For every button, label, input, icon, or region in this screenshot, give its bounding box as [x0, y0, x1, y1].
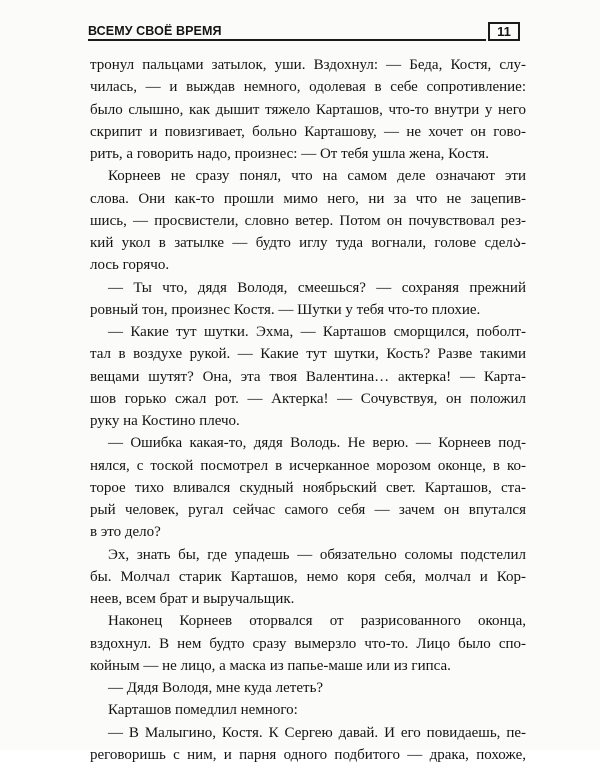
- text-line: вещами шутят? Она, эта твоя Валентина… актерка! — Карта-: [90, 368, 526, 385]
- text-line: тронул пальцами затылок, уши. Вздохнул: — Беда, Костя, слу-: [90, 57, 526, 73]
- text-line: слова. Они как-то прошли мимо него, ни за что не зацепив-: [90, 190, 526, 207]
- text-line: рый человек, ругал сейчас самого себя — зачем он впутался: [90, 502, 526, 518]
- text-line: было слышно, как дышит тяжело Карташов, что-то внутри у него: [90, 101, 526, 118]
- text-line: — В Малыгино, Костя. К Сергею давай. И его повидаешь, пе-: [108, 724, 526, 741]
- text-line: Карташов помедлил немного:: [108, 702, 298, 719]
- text-line: — Ошибка какая-то, дядя Володь. Не верю. — Корнеев под-: [108, 435, 526, 452]
- page-number: 11: [488, 22, 520, 41]
- text-line: койным — не лицо, а маска из папье-маше или из гипса.: [90, 657, 451, 674]
- running-header: [88, 22, 520, 44]
- running-title: ВСЕМУ СВОЁ ВРЕМЯ: [88, 24, 222, 38]
- text-line: нялся, с тоской посмотрел в исчерканное морозом оконце, в ко-: [90, 457, 526, 474]
- text-line: торое тихо вливался скудный ноябрьский свет. Карташов, ста-: [90, 479, 526, 496]
- text-line: Корнеев не сразу понял, что на самом деле означают эти: [108, 168, 526, 185]
- header-rule: [88, 39, 486, 41]
- text-line: реговоришь с ним, и парня одного подбитого — драка, похоже,: [90, 746, 526, 763]
- text-line: шись, — просвистели, словно ветер. Потом он почувствовал рез-: [90, 212, 526, 229]
- text-line: руку на Костино плечо.: [90, 413, 240, 429]
- text-line: тал в воздухе рукой. — Какие тут шутки, Кость? Разве такими: [90, 346, 526, 363]
- text-line: — Дядя Володя, мне куда лететь?: [108, 680, 324, 696]
- text-line: в это дело?: [90, 524, 161, 541]
- text-line: бы. Молчал старик Карташов, немо коря себя, молчал и Кор-: [90, 568, 526, 585]
- text-line: рить, а говорить надо, произнес: — От тебя ушла жена, Костя.: [90, 146, 489, 162]
- text-line: шов горько сжал рот. — Актерка! — Сочувствуя, он положил: [90, 390, 526, 407]
- text-line: неев, всем брат и выручальщик.: [90, 591, 295, 607]
- text-line: чилась, — и выждав немного, одолевая в себе сопротивление:: [90, 79, 526, 96]
- text-line: скрипит и повизгивает, больно Карташову, — не хочет он гово-: [90, 123, 526, 140]
- text-line: — Ты что, дядя Володя, смеешься? — сохраняя прежний: [108, 279, 526, 296]
- body-text: [90, 54, 526, 766]
- text-line: вздохнул. В нем будто сразу вымерзло что-то. Лицо было спо-: [90, 635, 526, 652]
- text-line: кий укол в затылке — будто иглу туда вогнали, голове сделა-: [90, 235, 526, 251]
- text-line: Наконец Корнеев оторвался от разрисованного оконца,: [108, 613, 526, 630]
- text-line: Эх, знать бы, где упадешь — обязательно соломы подстелил: [108, 546, 526, 563]
- text-line: лось горячо.: [90, 257, 170, 274]
- text-line: — Какие тут шутки. Эхма, — Карташов сморщился, поболт-: [108, 324, 526, 340]
- text-line: ровный тон, произнес Костя. — Шутки у тебя что-то плохие.: [90, 301, 481, 318]
